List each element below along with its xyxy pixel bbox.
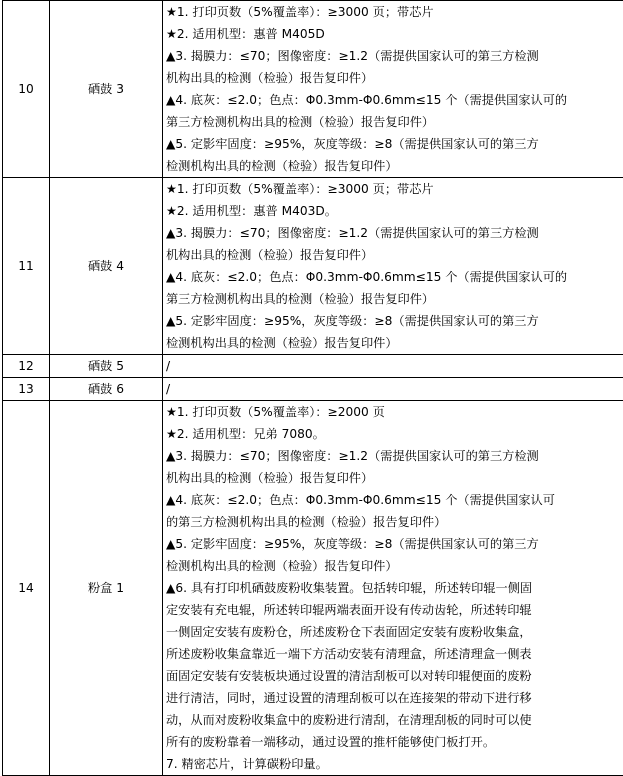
req-line: 定安装有充电辊，所述转印辊两端表面开设有传动齿轮，所述转印辊 [166, 599, 623, 621]
cell-name: 硒鼓 6 [50, 378, 163, 401]
cell-no: 14 [3, 401, 50, 776]
req-line: ▲5. 定影牢固度：≥95%，灰度等级：≥8（需提供国家认可的第三方 [166, 533, 623, 555]
table-row [3, 1, 623, 178]
req-line: 动，从而对废粉收集盒中的废粉进行清刮，在清理刮板的同时可以使 [166, 709, 623, 731]
cell-no: 12 [3, 355, 50, 378]
req-line: 检测机构出具的检测（检验）报告复印件） [166, 555, 623, 577]
req-line: ★1. 打印页数（5%覆盖率）：≥3000 页；带芯片 [166, 1, 623, 23]
cell-requirements [163, 1, 623, 178]
req-line: 机构出具的检测（检验）报告复印件） [166, 244, 623, 266]
req-line: ★1. 打印页数（5%覆盖率）：≥3000 页；带芯片 [166, 178, 623, 200]
cell-requirements [163, 355, 623, 378]
req-line: ▲4. 底灰：≤2.0；色点：Φ0.3mm-Φ0.6mm≤15 个（需提供国家认可的 [166, 266, 623, 288]
req-line: 7. 精密芯片，计算碳粉印量。 [166, 753, 623, 775]
req-line: ▲4. 底灰：≤2.0；色点：Φ0.3mm-Φ0.6mm≤15 个（需提供国家认可的 [166, 89, 623, 111]
req-line: ▲6. 具有打印机硒鼓废粉收集装置。包括转印辊，所述转印辊一侧固 [166, 577, 623, 599]
spec-table [2, 0, 623, 776]
req-line: ▲3. 揭膜力：≤70；图像密度：≥1.2（需提供国家认可的第三方检测 [166, 445, 623, 467]
table-row [3, 401, 623, 776]
cell-name: 硒鼓 5 [50, 355, 163, 378]
req-line: 进行清洁，同时，通过设置的清理刮板可以在连接架的带动下进行移 [166, 687, 623, 709]
cell-no: 11 [3, 178, 50, 355]
req-line: 的第三方检测机构出具的检测（检验）报告复印件） [166, 511, 623, 533]
cell-name: 粉盒 1 [50, 401, 163, 776]
req-line: 机构出具的检测（检验）报告复印件） [166, 467, 623, 489]
cell-no: 13 [3, 378, 50, 401]
cell-requirements [163, 378, 623, 401]
req-line: 机构出具的检测（检验）报告复印件） [166, 67, 623, 89]
req-line: 一侧固定安装有废粉仓，所述废粉仓下表面固定安装有废粉收集盒， [166, 621, 623, 643]
req-line: ★2. 适用机型：惠普 M405D [166, 23, 623, 45]
table-row [3, 178, 623, 355]
req-line: ▲3. 揭膜力：≤70；图像密度：≥1.2（需提供国家认可的第三方检测 [166, 45, 623, 67]
cell-name: 硒鼓 4 [50, 178, 163, 355]
req-line: 检测机构出具的检测（检验）报告复印件） [166, 155, 623, 177]
cell-name: 硒鼓 3 [50, 1, 163, 178]
cell-requirements [163, 401, 623, 776]
req-line: ★1. 打印页数（5%覆盖率）：≥2000 页 [166, 401, 623, 423]
req-line: ▲4. 底灰：≤2.0；色点：Φ0.3mm-Φ0.6mm≤15 个（需提供国家认可 [166, 489, 623, 511]
req-line: / [166, 378, 623, 400]
cell-no: 10 [3, 1, 50, 178]
req-line: 检测机构出具的检测（检验）报告复印件） [166, 332, 623, 354]
table-row [3, 378, 623, 401]
req-line: ▲5. 定影牢固度：≥95%，灰度等级：≥8（需提供国家认可的第三方 [166, 310, 623, 332]
req-line: 面固定安装有安装板块通过设置的清洁刮板可以对转印辊便面的废粉 [166, 665, 623, 687]
table-row [3, 355, 623, 378]
req-line: ▲3. 揭膜力：≤70；图像密度：≥1.2（需提供国家认可的第三方检测 [166, 222, 623, 244]
req-line: ★2. 适用机型：惠普 M403D。 [166, 200, 623, 222]
cell-requirements [163, 178, 623, 355]
req-line: 第三方检测机构出具的检测（检验）报告复印件） [166, 288, 623, 310]
req-line: / [166, 355, 623, 377]
req-line: 第三方检测机构出具的检测（检验）报告复印件） [166, 111, 623, 133]
req-line: 所有的废粉靠着一端移动，通过设置的推杆能够使门板打开。 [166, 731, 623, 753]
req-line: ▲5. 定影牢固度：≥95%，灰度等级：≥8（需提供国家认可的第三方 [166, 133, 623, 155]
req-line: ★2. 适用机型：兄弟 7080。 [166, 423, 623, 445]
req-line: 所述废粉收集盒靠近一端下方活动安装有清理盒，所述清理盒一侧表 [166, 643, 623, 665]
